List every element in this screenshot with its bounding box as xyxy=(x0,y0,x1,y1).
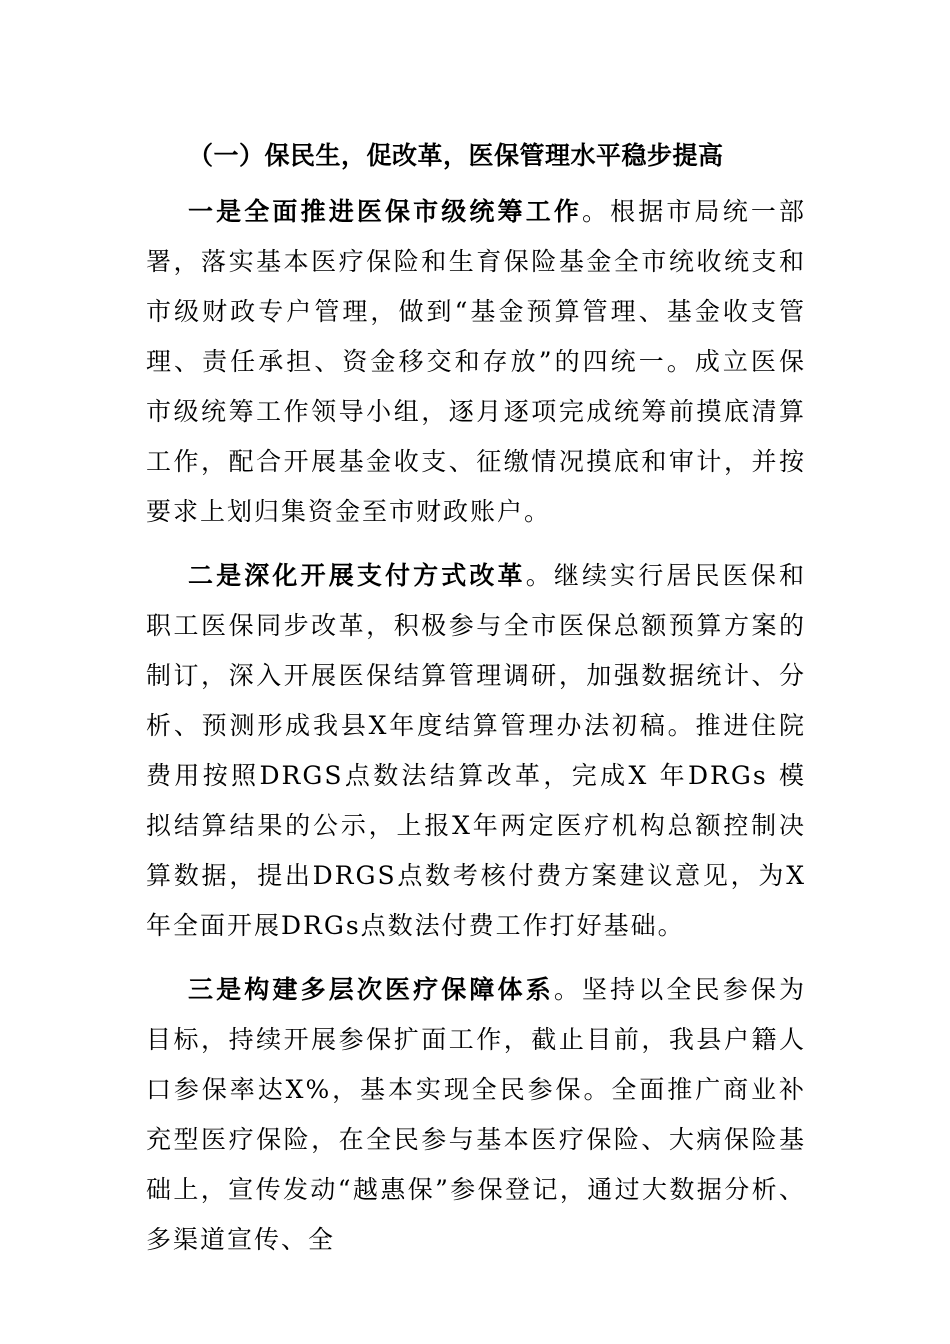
paragraph-lead: 二是深化开展支付方式改革 xyxy=(188,561,526,590)
paragraph-lead: 三是构建多层次医疗保障体系 xyxy=(188,975,554,1004)
paragraph-payment-reform xyxy=(146,551,806,951)
paragraph-lead: 一是全面推进医保市级统筹工作 xyxy=(188,197,582,226)
paragraph-body: 。根据市局统一部署，落实基本医疗保险和生育保险基金全市统收统支和市级财政专户管理，做到“基金预算管理、基金收支管理、责任承担、资金移交和存放”的四统一。成立医保市级统筹工作领导小组，逐月逐项完成统筹前摸底清算工作，配合开展基金收支、征缴情况摸底和审计，并按要求上划归集资金至市财政账户。 xyxy=(146,197,806,526)
paragraph-body: 。坚持以全民参保为目标，持续开展参保扩面工作，截止目前，我县户籍人口参保率达X%，基本实现全民参保。全面推广商业补充型医疗保险，在全民参与基本医疗保险、大病保险基础上，宣传发动“越惠保”参保登记，通过大数据分析、多渠道宣传、全 xyxy=(146,975,806,1254)
paragraph-multilevel-security xyxy=(146,965,806,1265)
section-heading: （一）保民生，促改革，医保管理水平稳步提高 xyxy=(188,141,724,170)
paragraph-municipal-coordination xyxy=(146,187,806,537)
document-page xyxy=(146,131,806,1265)
paragraph-body: 。继续实行居民医保和职工医保同步改革，积极参与全市医保总额预算方案的制订，深入开展医保结算管理调研，加强数据统计、分析、预测形成我县X年度结算管理办法初稿。推进住院费用按照DRGS点数法结算改革，完成X 年DRGs 模拟结算结果的公示，上报X年两定医疗机构总额控制决算数据，提出DRGS点数考核付费方案建议意见，为X年全面开展DRGs点数法付费工作打好基础。 xyxy=(146,561,806,940)
